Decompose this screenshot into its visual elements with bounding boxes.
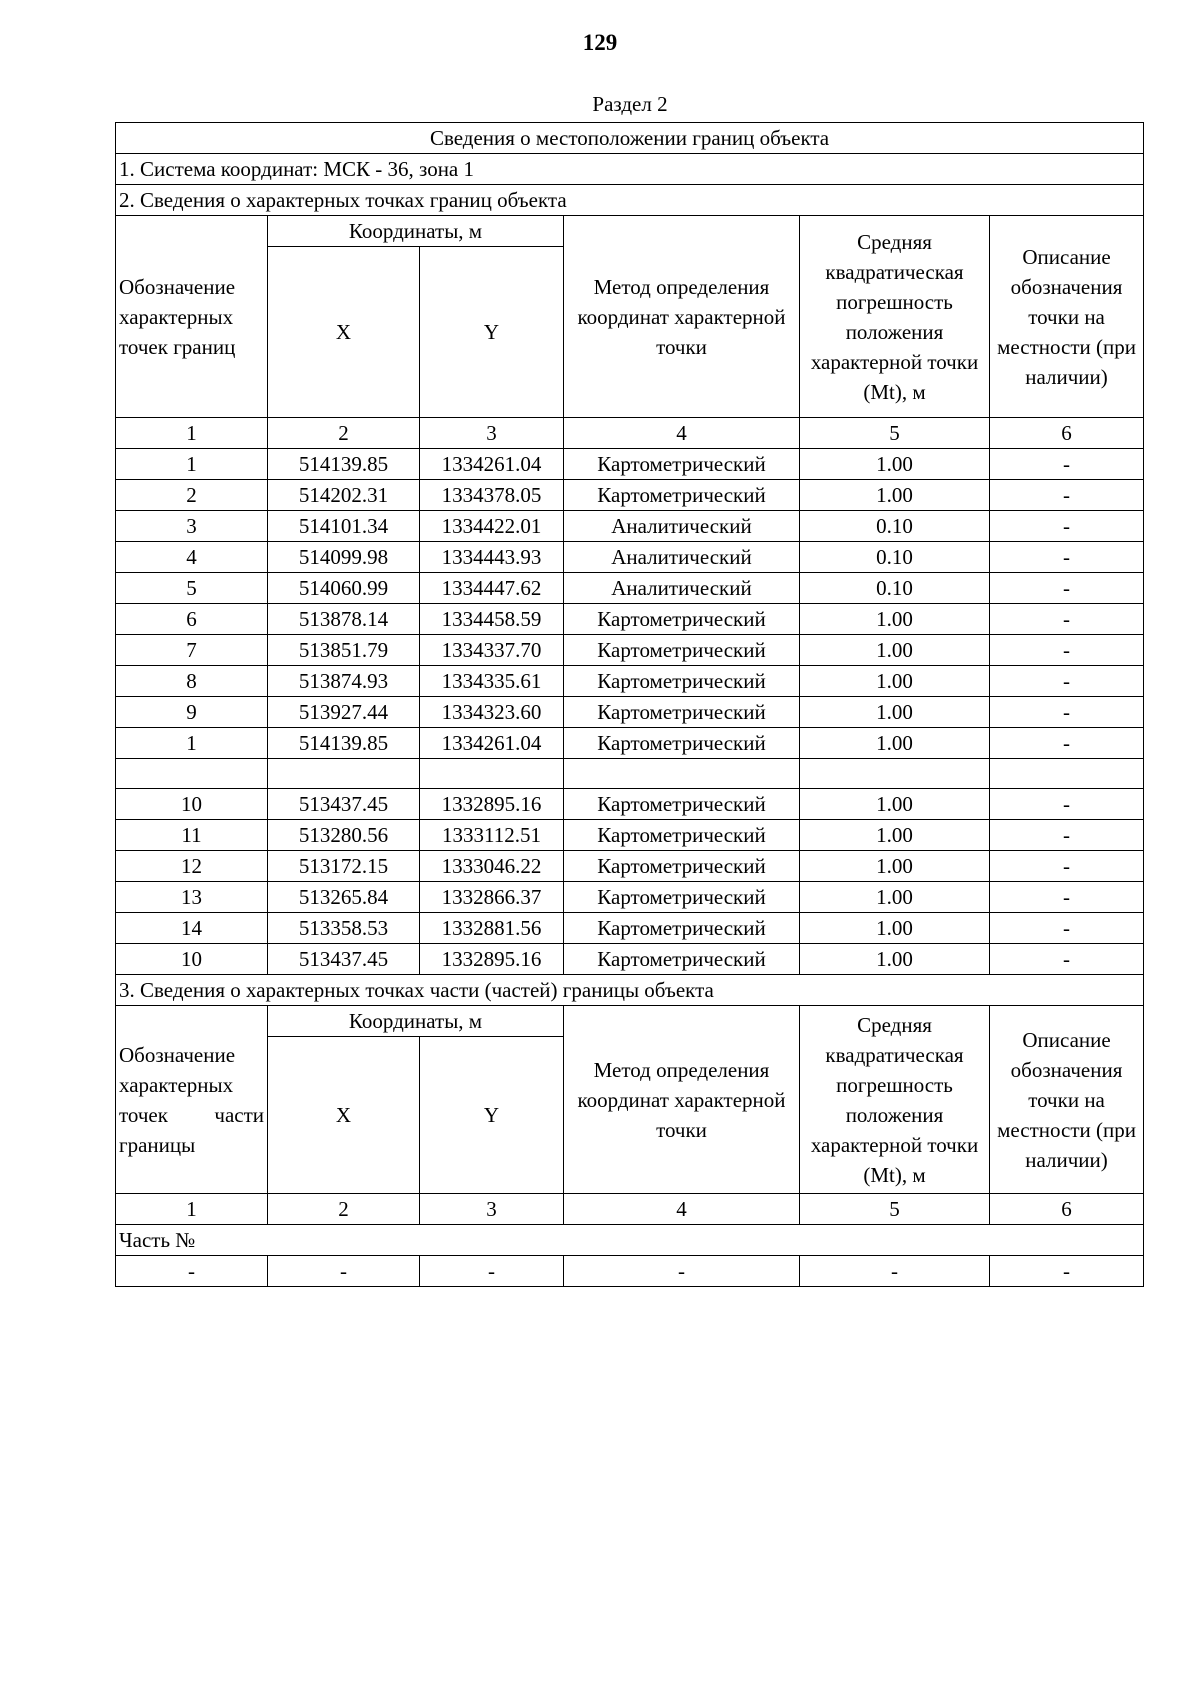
column-number: 1 — [116, 1194, 268, 1225]
table-cell: - — [990, 573, 1144, 604]
table-cell: 1.00 — [800, 635, 990, 666]
table-cell: 4 — [116, 542, 268, 573]
table-cell: Картометрический — [564, 666, 800, 697]
table-row — [116, 573, 1144, 604]
table-cell: - — [990, 882, 1144, 913]
table-cell: - — [990, 728, 1144, 759]
table-cell: - — [268, 1256, 420, 1287]
table-cell: 1.00 — [800, 480, 990, 511]
column-number: 3 — [420, 418, 564, 449]
table-cell: 1334443.93 — [420, 542, 564, 573]
table-cell: 5 — [116, 573, 268, 604]
table-row — [116, 851, 1144, 882]
table-cell: 2 — [116, 480, 268, 511]
column-number: 5 — [800, 418, 990, 449]
table-cell: 513280.56 — [268, 820, 420, 851]
table-cell: 1332881.56 — [420, 913, 564, 944]
table-row — [116, 820, 1144, 851]
table-cell: 1334261.04 — [420, 449, 564, 480]
table-cell: Картометрический — [564, 635, 800, 666]
table-row — [116, 635, 1144, 666]
table-cell: Картометрический — [564, 449, 800, 480]
header-coords: Координаты, м — [268, 1006, 564, 1037]
column-numbers-row — [116, 1194, 1144, 1225]
table-cell: 513927.44 — [268, 697, 420, 728]
table-cell: Картометрический — [564, 820, 800, 851]
table-cell: - — [990, 511, 1144, 542]
table-row — [116, 882, 1144, 913]
table-cell: 1334337.70 — [420, 635, 564, 666]
table-cell: 1334422.01 — [420, 511, 564, 542]
table-title: Сведения о местоположении границ объекта — [116, 123, 1144, 154]
table-cell: 1332895.16 — [420, 944, 564, 975]
table-cell: Картометрический — [564, 604, 800, 635]
table-cell: - — [990, 697, 1144, 728]
table-cell: 0.10 — [800, 542, 990, 573]
column-number: 1 — [116, 418, 268, 449]
blank-separator-row — [116, 759, 1144, 789]
table-cell: - — [800, 1256, 990, 1287]
table-cell: - — [990, 944, 1144, 975]
table-cell: 7 — [116, 635, 268, 666]
header-y: Y — [420, 1037, 564, 1194]
page-number: 129 — [582, 30, 618, 55]
header-y: Y — [420, 247, 564, 418]
table-cell: - — [116, 1256, 268, 1287]
table-cell: 6 — [116, 604, 268, 635]
table-row — [116, 511, 1144, 542]
table-cell: 1334261.04 — [420, 728, 564, 759]
table-cell: 8 — [116, 666, 268, 697]
table-cell: 514101.34 — [268, 511, 420, 542]
table-cell: 513874.93 — [268, 666, 420, 697]
table-cell: 1.00 — [800, 697, 990, 728]
table-cell: 1.00 — [800, 913, 990, 944]
column-number: 4 — [564, 418, 800, 449]
table-cell: 1334447.62 — [420, 573, 564, 604]
table-cell: Картометрический — [564, 480, 800, 511]
table-cell: 3 — [116, 511, 268, 542]
table-cell: 513437.45 — [268, 944, 420, 975]
table-row — [116, 480, 1144, 511]
table-cell: Картометрический — [564, 728, 800, 759]
table-cell: 513358.53 — [268, 913, 420, 944]
table-cell: 513265.84 — [268, 882, 420, 913]
table-row — [116, 913, 1144, 944]
column-number: 3 — [420, 1194, 564, 1225]
header-x: X — [268, 247, 420, 418]
table-cell: 1 — [116, 728, 268, 759]
table-cell: Картометрический — [564, 882, 800, 913]
column-number: 6 — [990, 1194, 1144, 1225]
table-cell: 514139.85 — [268, 449, 420, 480]
table-row — [116, 697, 1144, 728]
column-number: 2 — [268, 418, 420, 449]
table-cell: 0.10 — [800, 573, 990, 604]
header-error: Средняя квадратическая погрешность положения характерной точки (Mt), м — [800, 216, 990, 418]
boundary-table — [115, 122, 1144, 1287]
section2-title: 2. Сведения о характерных точках границ объекта — [116, 185, 1144, 216]
table-cell: 1334335.61 — [420, 666, 564, 697]
table-cell: 1333112.51 — [420, 820, 564, 851]
table-cell: - — [990, 913, 1144, 944]
table-cell: 514139.85 — [268, 728, 420, 759]
part-label: Часть № — [116, 1225, 1144, 1256]
header-method: Метод определения координат характерной точки — [564, 216, 800, 418]
column-numbers-row — [116, 418, 1144, 449]
table-cell: 1.00 — [800, 728, 990, 759]
table-row — [116, 944, 1144, 975]
table-cell: 514060.99 — [268, 573, 420, 604]
table-row — [116, 542, 1144, 573]
column-number: 2 — [268, 1194, 420, 1225]
table-cell: - — [990, 1256, 1144, 1287]
table-row — [116, 789, 1144, 820]
table-cell: 513878.14 — [268, 604, 420, 635]
table-cell: - — [990, 449, 1144, 480]
table-cell: - — [990, 542, 1144, 573]
table-cell: 9 — [116, 697, 268, 728]
table-row — [116, 1256, 1144, 1287]
table-cell: 1.00 — [800, 851, 990, 882]
header-description: Описание обозначения точки на местности (при наличии) — [990, 1006, 1144, 1194]
column-number: 6 — [990, 418, 1144, 449]
table-cell: 1332895.16 — [420, 789, 564, 820]
table-cell: - — [990, 820, 1144, 851]
table-cell: 1.00 — [800, 604, 990, 635]
table-cell: 514202.31 — [268, 480, 420, 511]
section3-title: 3. Сведения о характерных точках части (частей) границы объекта — [116, 975, 1144, 1006]
table-cell: Картометрический — [564, 944, 800, 975]
table-cell: 0.10 — [800, 511, 990, 542]
table-cell: Аналитический — [564, 511, 800, 542]
table-row — [116, 728, 1144, 759]
table-cell: 11 — [116, 820, 268, 851]
table-cell: 10 — [116, 789, 268, 820]
header-x: X — [268, 1037, 420, 1194]
table-cell: 513172.15 — [268, 851, 420, 882]
header-point: Обозначение характерных точек границ — [116, 216, 268, 418]
table-cell: - — [990, 851, 1144, 882]
table-row — [116, 666, 1144, 697]
table-cell: 1333046.22 — [420, 851, 564, 882]
table-cell: 1.00 — [800, 666, 990, 697]
table-cell: 1332866.37 — [420, 882, 564, 913]
table-cell: - — [990, 604, 1144, 635]
table-cell: 1.00 — [800, 789, 990, 820]
table-cell: 513851.79 — [268, 635, 420, 666]
table-cell: 13 — [116, 882, 268, 913]
table-cell: - — [564, 1256, 800, 1287]
header-method: Метод определения координат характерной точки — [564, 1006, 800, 1194]
table-cell: Аналитический — [564, 573, 800, 604]
table-cell: - — [990, 635, 1144, 666]
column-number: 5 — [800, 1194, 990, 1225]
coord-system: 1. Система координат: МСК - 36, зона 1 — [116, 154, 1144, 185]
header-point: Обозначение характерных точек части границы — [116, 1006, 268, 1194]
header-description: Описание обозначения точки на местности (при наличии) — [990, 216, 1144, 418]
table-cell: - — [990, 666, 1144, 697]
table-cell: 10 — [116, 944, 268, 975]
table-cell: - — [990, 480, 1144, 511]
table-row — [116, 449, 1144, 480]
table-cell: 1 — [116, 449, 268, 480]
table-cell: - — [990, 789, 1144, 820]
table-cell: Картометрический — [564, 851, 800, 882]
table-cell: 1334378.05 — [420, 480, 564, 511]
table-cell: 1334323.60 — [420, 697, 564, 728]
table-cell: Картометрический — [564, 913, 800, 944]
table-cell: 12 — [116, 851, 268, 882]
table-cell: 1.00 — [800, 944, 990, 975]
table-cell: 1.00 — [800, 449, 990, 480]
table-row — [116, 604, 1144, 635]
table-cell: - — [420, 1256, 564, 1287]
header-error: Средняя квадратическая погрешность положения характерной точки (Mt), м — [800, 1006, 990, 1194]
table-cell: 14 — [116, 913, 268, 944]
table-cell: 1334458.59 — [420, 604, 564, 635]
table-cell: 1.00 — [800, 820, 990, 851]
table-cell: 514099.98 — [268, 542, 420, 573]
table-cell: Картометрический — [564, 789, 800, 820]
header-coords: Координаты, м — [268, 216, 564, 247]
table-cell: Аналитический — [564, 542, 800, 573]
table-cell: 513437.45 — [268, 789, 420, 820]
column-number: 4 — [564, 1194, 800, 1225]
section-label: Раздел 2 — [592, 92, 668, 116]
table-cell: Картометрический — [564, 697, 800, 728]
table-cell: 1.00 — [800, 882, 990, 913]
